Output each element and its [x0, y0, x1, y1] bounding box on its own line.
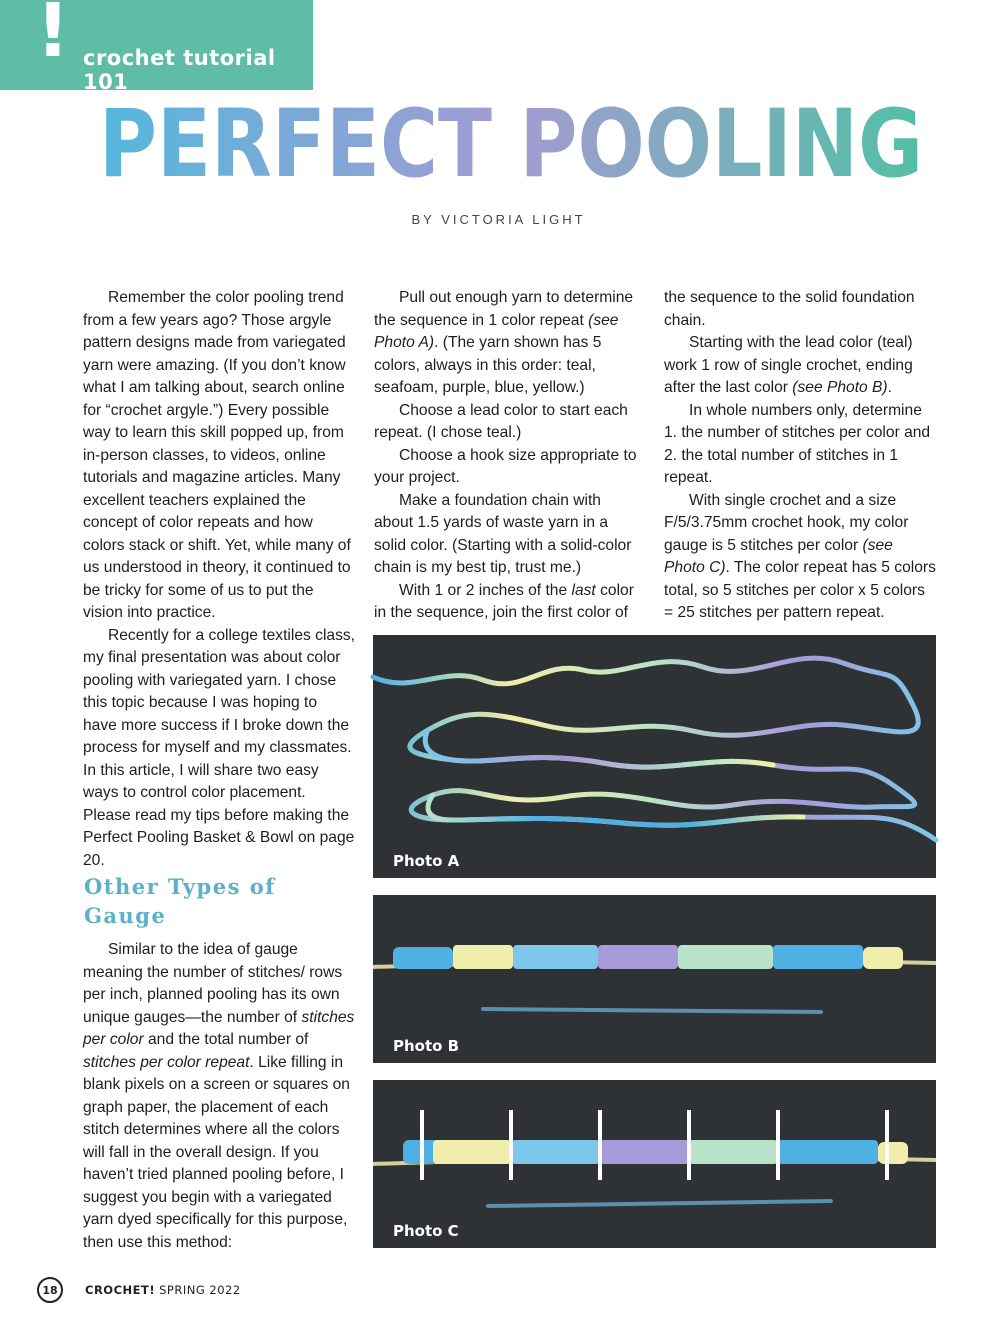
photo-caption: Photo A: [393, 852, 460, 870]
paragraph: Make a foundation chain with about 1.5 yards of waste yarn in a solid color. (Starting with a solid-color chain is my best tip, trust me.): [374, 491, 632, 576]
photo-c: [373, 1080, 936, 1248]
stitch-block-teal: [773, 945, 863, 969]
section-tab: [0, 0, 313, 94]
yarn-strand: [428, 795, 803, 825]
stitch-block-blue: [513, 945, 598, 969]
paragraph: Choose a lead color to start each repeat. (I chose teal.): [374, 401, 628, 441]
paragraph: Similar to the idea of gauge meaning the number of stitches/ rows per inch, planned pooling has its own unique gauges—the number of stitches per color and the total number of stitches per color repeat. Like filling in blank pixels on a screen or squares on graph paper, the placement of each stitch determines where all the colors will fall in the overall design. If you haven’t tried planned pooling before, I suggest you begin with a variegated yarn dyed specifically for this purpose, then use this method:: [83, 941, 355, 1251]
magazine-name: CROCHET!: [85, 1283, 156, 1297]
issue-date: SPRING 2022: [159, 1283, 241, 1297]
yarn-strand: [373, 658, 936, 840]
paragraph: With single crochet and a size F/5/3.75mm crochet hook, my color gauge is 5 stitches per color (see Photo C). The color repeat has 5 colors total, so 5 stitches per color x 5 colors = 25 stitches per pattern repeat.: [664, 491, 936, 621]
repeat-marker: [776, 1110, 780, 1180]
article-column-1: [83, 287, 355, 872]
stitch-block-yellow: [878, 1142, 908, 1164]
list-item: 1. the number of stitches per color and: [664, 424, 931, 441]
tab-label: crochet tutorial 101: [83, 46, 276, 94]
stitch-block-blue: [511, 1140, 600, 1164]
title-text: PERFECT POOLING: [99, 90, 923, 199]
paragraph: the sequence to the solid foundation chain.: [664, 289, 915, 329]
stitch-block-yellow: [453, 945, 513, 969]
section-heading: Other Types of Gauge: [84, 874, 276, 928]
article-column-1-continued: [83, 939, 355, 1254]
photo-a: [373, 635, 936, 878]
repeat-marker: [420, 1110, 424, 1180]
photo-b: [373, 895, 936, 1063]
page-number: 18: [37, 1277, 63, 1303]
stitch-block-purple: [600, 1140, 689, 1164]
paragraph: In whole numbers only, determine: [689, 401, 922, 419]
paragraph: Recently for a college textiles class, my final presentation was about color pooling with variegated yarn. I chose this topic because I was hoping to have more success if I broke down the process for myself and my classmates. In this article, I will share two easy ways to control color placement. Please read my tips before making the Perfect Pooling Basket & Bowl on page 20.: [83, 626, 356, 869]
repeat-marker: [885, 1110, 889, 1180]
list-item: 2. the total number of stitches in 1 repeat.: [664, 446, 899, 486]
stitch-block-seafoam: [689, 1140, 778, 1164]
stitch-block-purple: [598, 945, 678, 969]
repeat-marker: [598, 1110, 602, 1180]
page-title: [96, 90, 926, 199]
article-column-3: [664, 287, 936, 625]
paragraph: Remember the color pooling trend from a few years ago? Those argyle pattern designs made from variegated yarn were amazing. (If you don’t know what I am talking about, search online for “crochet argyle.”) Every possible way to learn this skill popped up, from in-person classes, to videos, online tutorials and magazine articles. Many excellent teachers explained the concept of color repeats and how colors stack or shift. Yet, while many of us understood in theory, it continued to be tricky for some of us to put the vision into practice.: [83, 289, 351, 621]
stitch-block-seafoam: [678, 945, 773, 969]
stitch-block-yellow: [433, 1140, 511, 1164]
yarn-strand-illustration: [373, 635, 936, 878]
photo-caption: Photo C: [393, 1222, 459, 1240]
crochet-hook: [488, 1201, 831, 1206]
paragraph: Pull out enough yarn to determine the sequence in 1 color repeat (see Photo A). (The yarn shown has 5 colors, always in this order: teal, seafoam, purple, blue, yellow.): [374, 289, 634, 396]
article-column-2: [374, 287, 642, 625]
page-footer: [37, 1277, 241, 1303]
repeat-marker: [509, 1110, 513, 1180]
paragraph: With 1 or 2 inches of the last color in the sequence, join the first color of: [374, 581, 634, 621]
byline: BY VICTORIA LIGHT: [411, 212, 586, 227]
crochet-hook: [483, 1009, 821, 1012]
paragraph: Choose a hook size appropriate to your project.: [374, 446, 637, 486]
stitch-block-teal: [778, 1140, 878, 1164]
stitch-block-teal: [393, 947, 453, 969]
photo-caption: Photo B: [393, 1037, 460, 1055]
stitch-block-yellow: [863, 947, 903, 969]
tab-exclamation-mark: !: [36, 0, 70, 74]
repeat-marker: [687, 1110, 691, 1180]
paragraph: Starting with the lead color (teal) work 1 row of single crochet, ending after the last color (see Photo B).: [664, 334, 913, 396]
